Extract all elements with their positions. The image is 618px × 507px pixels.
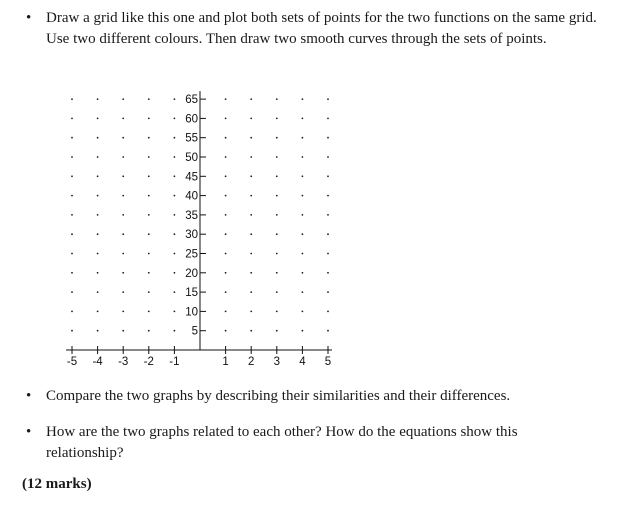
y-label: 40	[185, 190, 198, 203]
grid-dot	[327, 214, 329, 216]
grid-dot	[250, 175, 252, 177]
grid-dot	[302, 272, 304, 274]
grid-dot	[225, 311, 227, 313]
y-label: 30	[185, 229, 198, 242]
grid-dot	[122, 156, 124, 158]
grid-dot	[250, 156, 252, 158]
grid-dot	[327, 330, 329, 332]
grid-dot	[71, 330, 73, 332]
grid-dot	[148, 311, 150, 313]
grid-dot	[174, 253, 176, 255]
grid-dot	[71, 195, 73, 197]
grid-dot	[122, 214, 124, 216]
grid-dot	[225, 253, 227, 255]
grid-dot	[327, 195, 329, 197]
grid-dot	[276, 272, 278, 274]
grid-dot	[71, 118, 73, 120]
instruction-text: Draw a grid like this one and plot both sets of points for the two functions on the same grid. Use two different colours. Then draw two smooth curves through the sets of points.	[46, 10, 597, 47]
grid-dot	[71, 137, 73, 139]
y-label: 35	[185, 209, 198, 222]
x-label: 2	[247, 356, 255, 368]
grid-dot	[327, 118, 329, 120]
grid-dot	[225, 291, 227, 293]
grid-dot	[302, 214, 304, 216]
grid-dot	[148, 214, 150, 216]
grid-dot	[276, 214, 278, 216]
grid-dot	[327, 233, 329, 235]
y-label: 15	[185, 287, 198, 300]
grid-dot	[327, 311, 329, 313]
grid-dot	[122, 330, 124, 332]
grid-dot	[174, 272, 176, 274]
grid-dot	[71, 156, 73, 158]
grid-dot	[174, 291, 176, 293]
grid-dot	[327, 175, 329, 177]
grid-dot	[148, 137, 150, 139]
grid-dot	[122, 195, 124, 197]
grid-dot	[302, 156, 304, 158]
grid-dot	[225, 118, 227, 120]
grid-dot	[276, 175, 278, 177]
grid-dot	[302, 330, 304, 332]
x-label: 5	[324, 356, 332, 368]
grid-dot	[225, 175, 227, 177]
grid-dot	[122, 118, 124, 120]
grid-dot	[71, 311, 73, 313]
grid-dot	[276, 330, 278, 332]
grid-dot	[71, 291, 73, 293]
grid-dot	[174, 175, 176, 177]
grid-dot	[122, 137, 124, 139]
grid-dot	[250, 233, 252, 235]
grid-dot	[148, 175, 150, 177]
grid-dot	[225, 195, 227, 197]
grid-dot	[71, 175, 73, 177]
x-label: 1	[222, 356, 229, 368]
instruction-text: Compare the two graphs by describing their similarities and their differences.	[46, 388, 511, 404]
grid-dot	[174, 156, 176, 158]
grid-dot	[302, 175, 304, 177]
grid-dot	[122, 253, 124, 255]
grid-dot	[276, 98, 278, 100]
grid-dot	[97, 214, 99, 216]
grid-dot	[148, 253, 150, 255]
grid-dot	[327, 137, 329, 139]
x-label: -4	[92, 356, 103, 368]
grid-dot	[302, 118, 304, 120]
grid-dot	[174, 214, 176, 216]
grid-dot	[276, 118, 278, 120]
grid-dot	[97, 118, 99, 120]
axes	[66, 91, 332, 354]
grid-dot	[148, 291, 150, 293]
bullet-marker: •	[26, 388, 32, 404]
grid-dot	[250, 195, 252, 197]
grid-dot	[276, 233, 278, 235]
grid-dot	[250, 311, 252, 313]
grid-dot	[327, 253, 329, 255]
x-label: 3	[273, 356, 281, 368]
grid-dot	[71, 253, 73, 255]
grid-dot	[225, 233, 227, 235]
grid-dot	[97, 156, 99, 158]
grid-dot	[250, 137, 252, 139]
y-label: 45	[185, 171, 198, 184]
grid-dot	[97, 137, 99, 139]
grid-dot	[97, 272, 99, 274]
grid-dot	[122, 272, 124, 274]
grid-dot	[122, 311, 124, 313]
grid-dot	[71, 233, 73, 235]
y-label: 65	[185, 94, 198, 107]
grid-dot	[97, 253, 99, 255]
y-axis-labels	[185, 94, 198, 338]
y-label: 55	[185, 132, 198, 145]
grid-dot	[250, 272, 252, 274]
grid-dot	[302, 98, 304, 100]
grid-dot	[225, 272, 227, 274]
grid-dot	[148, 272, 150, 274]
grid-dot	[122, 175, 124, 177]
grid-dot	[148, 330, 150, 332]
grid-dot	[174, 330, 176, 332]
grid-dot	[225, 98, 227, 100]
grid-dot	[225, 214, 227, 216]
grid-dot	[225, 156, 227, 158]
grid-dot	[174, 233, 176, 235]
grid-dot	[276, 137, 278, 139]
grid-dot	[71, 214, 73, 216]
grid-dot	[250, 291, 252, 293]
grid-dot	[148, 98, 150, 100]
grid-dot	[148, 195, 150, 197]
grid-dot	[327, 272, 329, 274]
grid-dot	[97, 291, 99, 293]
x-label: -1	[169, 356, 180, 368]
grid-dot	[302, 311, 304, 313]
x-label: -5	[66, 356, 78, 368]
grid-dot	[250, 118, 252, 120]
marks-label: (12 marks)	[22, 476, 92, 492]
y-label: 20	[185, 267, 198, 280]
grid-dot	[148, 156, 150, 158]
grid-dot	[302, 253, 304, 255]
grid-dot	[250, 253, 252, 255]
grid-dot	[97, 175, 99, 177]
grid-dot	[250, 214, 252, 216]
grid-dot	[302, 137, 304, 139]
grid-dot	[327, 98, 329, 100]
grid-dot	[302, 233, 304, 235]
y-label: 60	[185, 113, 198, 126]
grid-dot	[174, 195, 176, 197]
grid-dot	[276, 195, 278, 197]
instruction-text: How are the two graphs related to each other? How do the equations show this relationship?	[46, 424, 518, 461]
grid-dot	[327, 291, 329, 293]
y-label: 5	[191, 325, 198, 338]
grid-dot	[148, 233, 150, 235]
bullet-marker: •	[26, 424, 32, 440]
y-label: 25	[185, 248, 198, 261]
grid-dot	[250, 98, 252, 100]
grid-dot	[174, 137, 176, 139]
grid-dot	[97, 233, 99, 235]
grid-dot	[302, 195, 304, 197]
grid-dot	[174, 118, 176, 120]
grid-dot	[276, 156, 278, 158]
x-label: -3	[118, 356, 129, 368]
grid-dot	[250, 330, 252, 332]
x-axis-labels	[67, 356, 331, 368]
grid-dot	[71, 98, 73, 100]
grid-dot	[276, 253, 278, 255]
y-label: 50	[185, 152, 198, 164]
grid-dot	[148, 118, 150, 120]
grid-dot	[122, 98, 124, 100]
grid-dot	[302, 291, 304, 293]
grid-dot	[225, 137, 227, 139]
y-label: 10	[185, 306, 198, 319]
grid-dot	[122, 233, 124, 235]
grid-dot	[97, 98, 99, 100]
grid-dot	[97, 330, 99, 332]
grid-dot	[174, 98, 176, 100]
grid-dot	[174, 311, 176, 313]
grid-dot	[71, 272, 73, 274]
grid-dot	[327, 156, 329, 158]
x-label: 4	[299, 356, 306, 368]
x-label: -2	[143, 356, 154, 368]
grid-dot	[225, 330, 227, 332]
grid-dot	[276, 311, 278, 313]
grid-dot	[122, 291, 124, 293]
grid-dot	[97, 195, 99, 197]
bullet-marker: •	[26, 10, 32, 26]
grid-dot	[97, 311, 99, 313]
grid-dot	[276, 291, 278, 293]
